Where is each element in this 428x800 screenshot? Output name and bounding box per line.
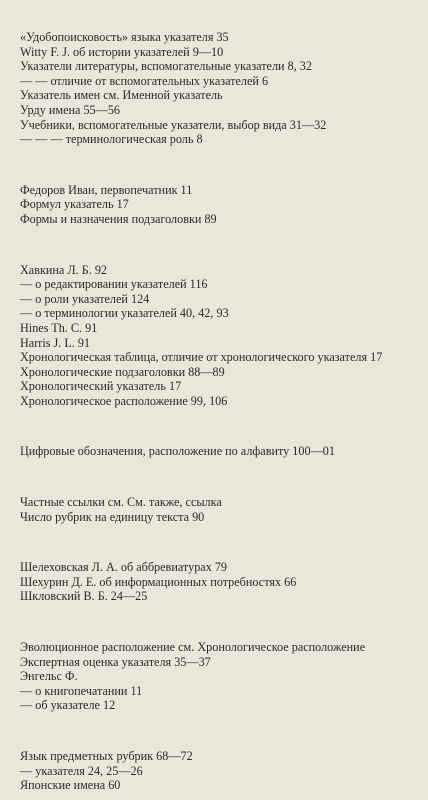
index-entry: Урду имена 55—56 xyxy=(20,102,121,117)
index-entry: Частные ссылки см. См. также, ссылка xyxy=(20,495,222,510)
index-entry: Указатель имен см. Именной указатель xyxy=(20,88,223,103)
index-entry: — указателя 24, 25—26 xyxy=(20,763,143,778)
index-entry: Язык предметных рубрик 68—72 xyxy=(20,749,193,763)
index-entry: Шкловский В. Б. 24—25 xyxy=(20,589,148,604)
index-entry: Шелеховская Л. А. об аббревиатурах 79 xyxy=(20,560,228,575)
index-entry: Формы и назначения подзаголовки 89 xyxy=(20,211,217,226)
index-entry: Шехурин Д. Е. об информационных потребностях 66 xyxy=(20,574,297,589)
index-entry: Эволюционное расположение см. Хронологическое расположение xyxy=(20,640,366,655)
index-entry: Формул указатель 17 xyxy=(20,197,129,212)
index-entry: Хавкина Л. Б. 92 xyxy=(20,262,108,277)
index-entry: Witty F. J. об истории указателей 9—10 xyxy=(20,44,224,59)
index-entry: Экспертная оценка указателя 35—37 xyxy=(20,654,211,669)
index-entry: — о роли указателей 124 xyxy=(20,291,150,306)
index-entry: Хронологическое расположение 99, 106 xyxy=(20,393,228,408)
index-entry: «Удобопоисковость» языка указателя 35 xyxy=(20,30,229,44)
index-entry: Цифровые обозначения, расположение по алфавиту 100—01 xyxy=(20,444,335,459)
index-entry: Число рубрик на единицу текста 90 xyxy=(20,509,205,524)
index-entry: Хронологическая таблица, отличие от хронологического указателя 17 xyxy=(20,350,383,365)
index-entry: Указатели литературы, вспомогательные указатели 8, 32 xyxy=(20,59,312,74)
index-entry: Хронологический указатель 17 xyxy=(20,379,182,394)
index-entry: — о терминологии указателей 40, 42, 93 xyxy=(20,306,229,321)
index-entry: Федоров Иван, первопечатник 11 xyxy=(20,182,193,197)
index-entry: Энгельс Ф. xyxy=(20,669,78,684)
index-entry: Harris J. L. 91 xyxy=(20,335,91,350)
index-group-kh xyxy=(20,263,416,409)
index-group-f xyxy=(20,183,416,227)
index-entry: Японские имена 60 xyxy=(20,778,121,793)
index-entry: Учебники, вспомогательные указатели, выбор вида 31—32 xyxy=(20,117,327,132)
index-entry: Хронологические подзаголовки 88—89 xyxy=(20,364,225,379)
index-group-e xyxy=(20,640,416,713)
index-group-ch xyxy=(20,495,416,524)
index-entry: — о редактировании указателей 116 xyxy=(20,277,208,292)
index-entry: — об указателе 12 xyxy=(20,698,116,713)
index-entry: Hines Th. C. 91 xyxy=(20,320,98,335)
index-group-ts xyxy=(20,444,416,459)
index-entry: — — — терминологическая роль 8 xyxy=(20,132,203,147)
index-entry: — — отличие от вспомогательных указателей 6 xyxy=(20,73,269,88)
index-entry: — о книгопечатании 11 xyxy=(20,683,143,698)
index-group-sh xyxy=(20,560,416,604)
index-group-ya xyxy=(20,749,416,793)
index-group-u xyxy=(20,30,416,147)
